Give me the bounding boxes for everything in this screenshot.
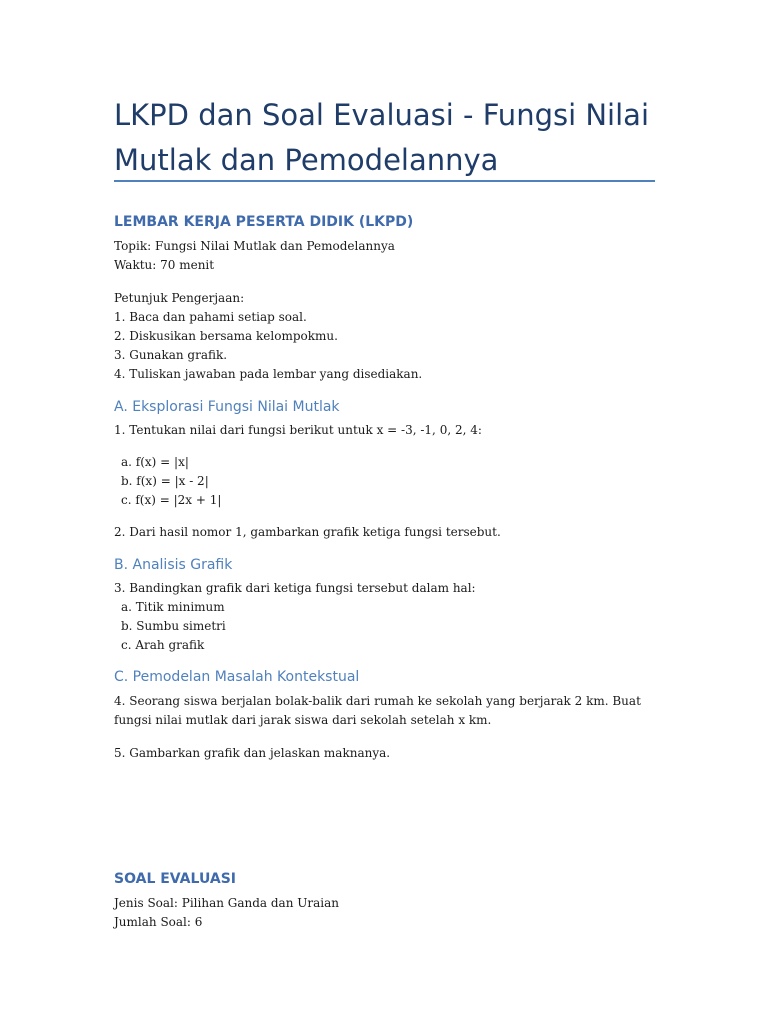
- instruction-item: 4. Tuliskan jawaban pada lembar yang disediakan.: [114, 367, 423, 381]
- question-1-item: b. f(x) = |x - 2|: [121, 474, 209, 488]
- instruction-item: 2. Diskusikan bersama kelompokmu.: [114, 329, 338, 343]
- question-4-line-2: fungsi nilai mutlak dari jarak siswa dari sekolah setelah x km.: [114, 713, 492, 727]
- evaluation-count: Jumlah Soal: 6: [114, 915, 203, 929]
- question-4-line-1: 4. Seorang siswa berjalan bolak-balik dari rumah ke sekolah yang berjarak 2 km. Buat: [114, 694, 641, 708]
- question-1: 1. Tentukan nilai dari fungsi berikut untuk x = -3, -1, 0, 2, 4:: [114, 423, 482, 437]
- lkpd-time: Waktu: 70 menit: [114, 258, 215, 272]
- lkpd-heading: LEMBAR KERJA PESERTA DIDIK (LKPD): [114, 214, 414, 230]
- lkpd-topic: Topik: Fungsi Nilai Mutlak dan Pemodelannya: [114, 239, 395, 253]
- question-3-item: b. Sumbu simetri: [121, 619, 226, 633]
- section-a-heading: A. Eksplorasi Fungsi Nilai Mutlak: [114, 399, 340, 415]
- question-5: 5. Gambarkan grafik dan jelaskan maknanya.: [114, 746, 391, 760]
- evaluation-heading: SOAL EVALUASI: [114, 871, 237, 887]
- document-title: LKPD dan Soal Evaluasi - Fungsi Nilai Mutlak dan Pemodelannya: [114, 98, 649, 177]
- evaluation-type: Jenis Soal: Pilihan Ganda dan Uraian: [114, 896, 339, 910]
- question-2: 2. Dari hasil nomor 1, gambarkan grafik ketiga fungsi tersebut.: [114, 525, 501, 539]
- title-underline: [114, 180, 655, 182]
- instruction-item: 3. Gunakan grafik.: [114, 348, 228, 362]
- instruction-item: 1. Baca dan pahami setiap soal.: [114, 310, 307, 324]
- question-3-item: c. Arah grafik: [121, 638, 205, 652]
- instructions-label: Petunjuk Pengerjaan:: [114, 291, 245, 305]
- question-3: 3. Bandingkan grafik dari ketiga fungsi tersebut dalam hal:: [114, 581, 476, 595]
- question-1-item: c. f(x) = |2x + 1|: [121, 493, 222, 507]
- question-1-item: a. f(x) = |x|: [121, 455, 189, 469]
- question-3-item: a. Titik minimum: [121, 600, 225, 614]
- section-c-heading: C. Pemodelan Masalah Kontekstual: [114, 669, 360, 685]
- section-b-heading: B. Analisis Grafik: [114, 557, 233, 573]
